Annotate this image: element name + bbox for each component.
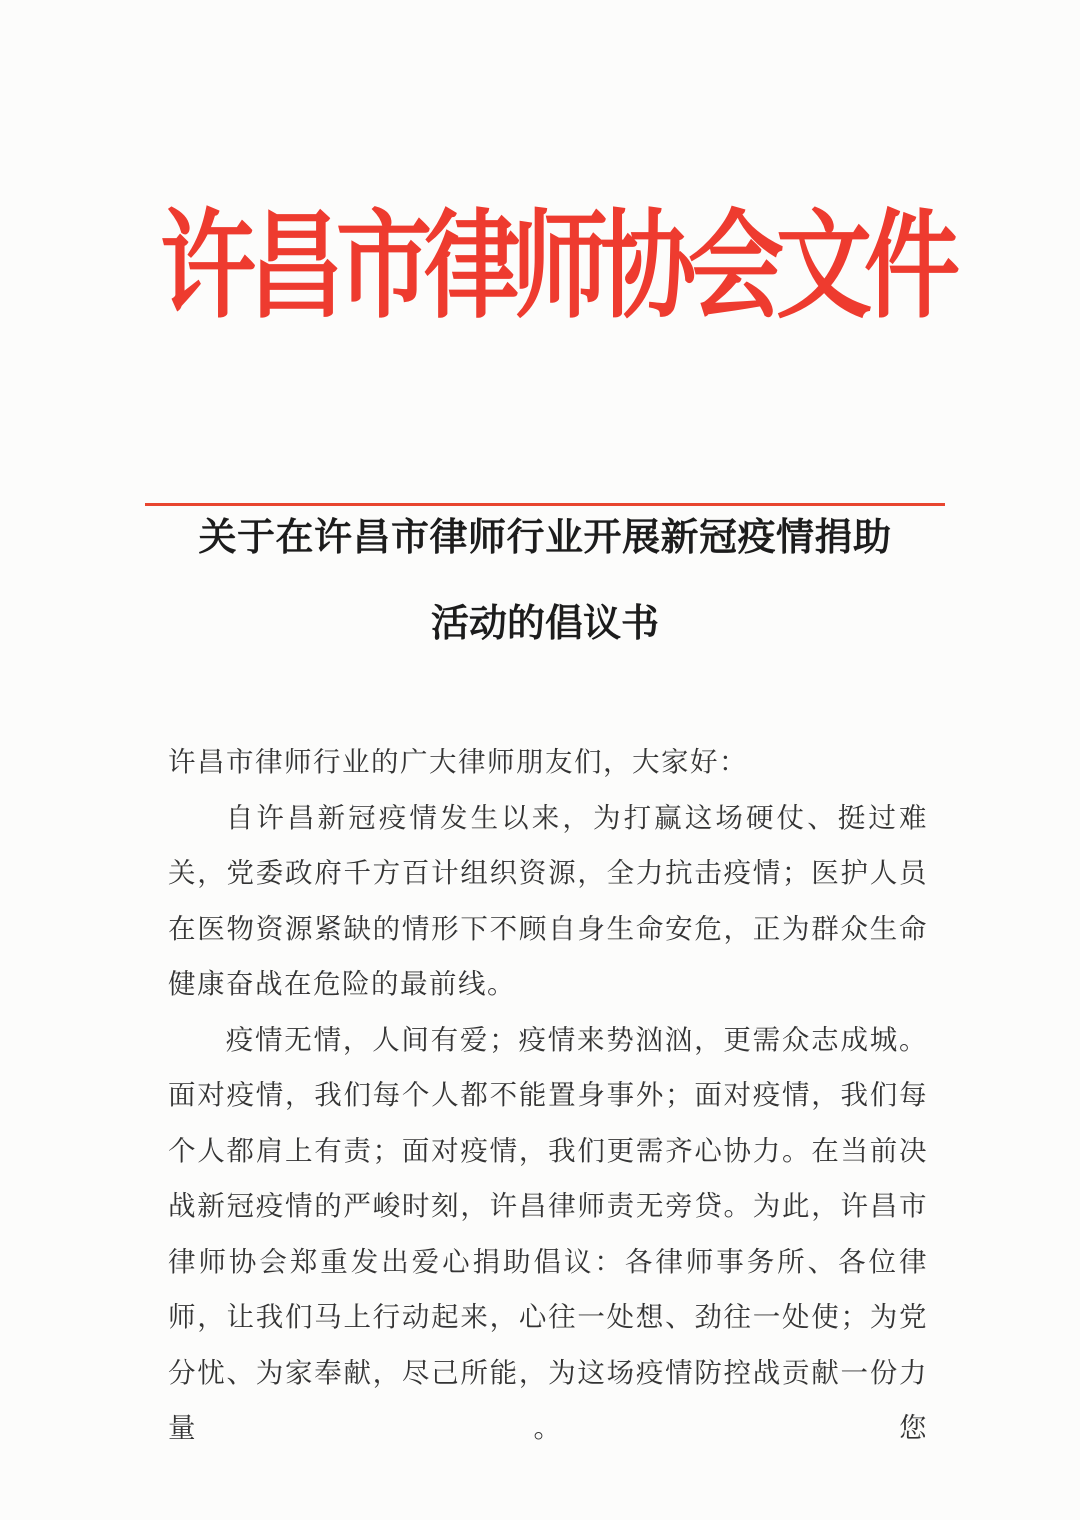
document-title-line-2: 活动的倡议书	[430, 600, 659, 645]
body-paragraph: 疫情无情，人间有爱；疫情来势汹汹，更需众志成城。面对疫情，我们每个人都不能置身事外；面对疫情，我们每个人都肩上有责；面对疫情，我们更需齐心协力。在当前决战新冠疫情的严峻时刻，许昌律师责无旁贷。为此，许昌市律师协会郑重发出爱心捐助倡议：各律师事务所、各位律师，让我们马上行动起来，心往一处想、劲往一处使；为党分忧、为家奉献，尽己所能，为这场疫情防控战贡献一份力量。您	[168, 1023, 928, 1444]
document-title-line-1: 关于在许昌市律师行业开展新冠疫情捐助	[198, 514, 892, 559]
document-body	[168, 735, 928, 1457]
salutation: 许昌市律师行业的广大律师朋友们，大家好：	[168, 746, 748, 778]
masthead-title: 许昌市律师协会文件	[160, 197, 952, 335]
body-paragraph: 自许昌新冠疫情发生以来，为打赢这场硬仗、挺过难关，党委政府千方百计组织资源，全力抗击疫情；医护人员在医物资源紧缺的情形下不顾自身生命安危，正为群众生命健康奋战在危险的最前线。	[168, 801, 928, 1000]
red-divider-line	[145, 503, 945, 506]
